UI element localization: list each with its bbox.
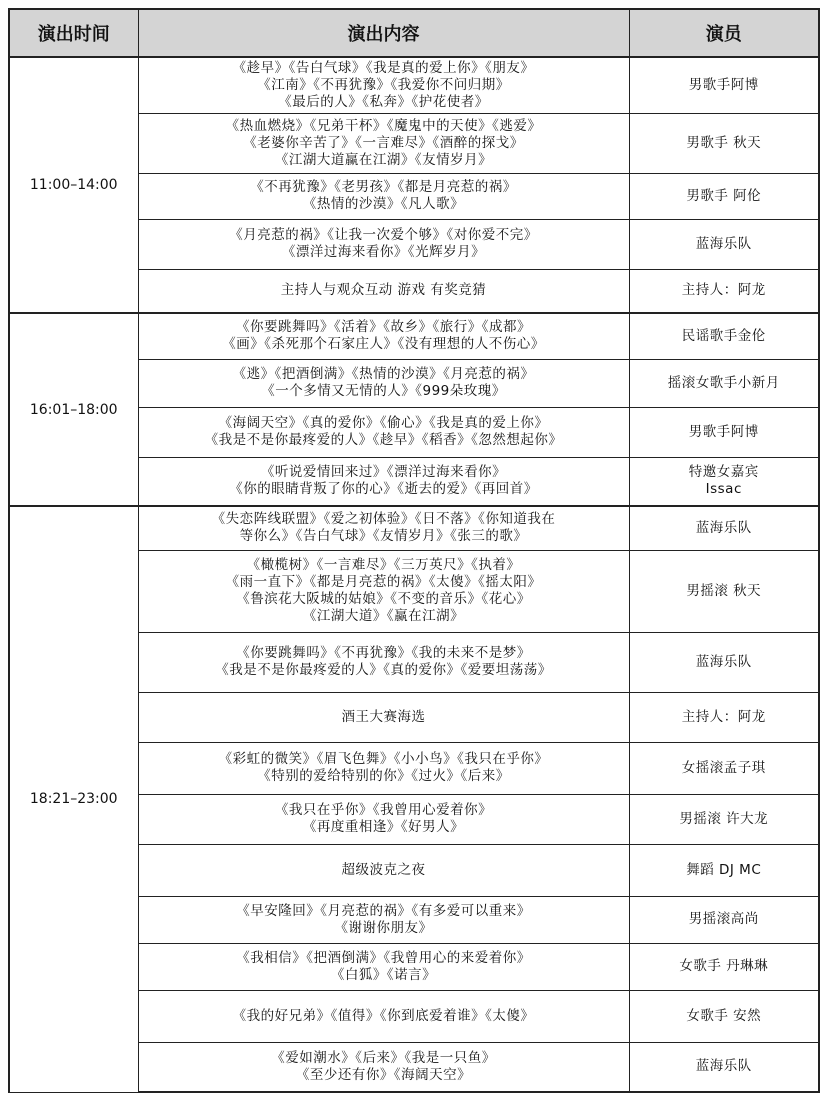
performer-cell	[629, 990, 819, 1042]
song-list-line: 等你么》《告白气球》《友情岁月》《张三的歌》	[239, 528, 528, 545]
performer-cell	[629, 844, 819, 896]
performer-name: 女摇滚孟子琪	[681, 759, 766, 776]
song-list-line: 《月亮惹的祸》《让我一次爱个够》《对你爱不完》	[229, 227, 538, 243]
content-cell	[138, 269, 629, 313]
song-list-line: 《你要跳舞吗》《不再犹豫》《我的未来不是梦》	[236, 645, 531, 661]
song-list-line: 酒王大赛海选	[341, 708, 426, 725]
performer-name: 特邀女嘉宾	[688, 464, 759, 481]
song-list-line: 《你的眼睛背叛了你的心》《逝去的爱》《再回首》	[229, 481, 538, 498]
performer-name: 女歌手 安然	[686, 1007, 762, 1024]
content-cell	[138, 506, 629, 550]
performer-name: 蓝海乐队	[695, 1058, 752, 1075]
content-cell	[138, 794, 629, 844]
performer-cell	[629, 219, 819, 269]
table-row	[9, 506, 819, 550]
song-list-line: 《白狐》《诺言》	[330, 966, 437, 983]
song-list-line: 《早安隆回》《月亮惹的祸》《有多爱可以重来》	[236, 902, 531, 919]
song-list-line: 《江湖大道》《赢在江湖》	[302, 608, 465, 624]
song-list-line: 《我相信》《把酒倒满》《我曾用心的来爱着你》	[236, 949, 531, 966]
song-list-line: 《江湖大道赢在江湖》《友情岁月》	[274, 151, 493, 168]
content-cell	[138, 550, 629, 632]
time-slot-cell: 18:21–23:00	[9, 506, 138, 1092]
performer-name: 蓝海乐队	[695, 653, 752, 670]
song-list-line: 《彩虹的微笑》《眉飞色舞》《小小鸟》《我只在乎你》	[218, 751, 549, 767]
song-list-line: 《我只在乎你》《我曾用心爱着你》	[274, 802, 493, 818]
performer-name: 摇滚女歌手小新月	[667, 374, 780, 391]
song-list-line: 《特别的爱给特别的你》《过火》《后来》	[257, 768, 510, 784]
content-cell	[138, 359, 629, 407]
time-slot-cell: 16:01–18:00	[9, 313, 138, 506]
song-list-line: 《爱如潮水》《后来》《我是一只鱼》	[271, 1049, 496, 1066]
time-slot-cell: 11:00–14:00	[9, 57, 138, 313]
content-cell	[138, 407, 629, 457]
song-list-line: 《热血燃烧》《兄弟干杯》《魔鬼中的天使》《逃爱》	[225, 117, 542, 134]
table-row	[9, 57, 819, 113]
song-list-line: 《我是不是你最疼爱的人》《真的爱你》《爱要坦荡荡》	[215, 662, 552, 678]
performer-name: 舞蹈 DJ MC	[686, 861, 762, 878]
song-list-line: 《热情的沙漠》《凡人歌》	[302, 196, 465, 212]
performer-name: 男歌手阿博	[688, 76, 759, 93]
song-list-line: 《江南》《不再犹豫》《我爱你不问归期》	[257, 76, 510, 93]
content-cell	[138, 113, 629, 173]
song-list-line: 《海阔天空》《真的爱你》《偷心》《我是真的爱上你》	[218, 415, 549, 431]
performer-cell	[629, 1042, 819, 1092]
song-list-line: 《再度重相逢》《好男人》	[302, 819, 465, 835]
performer-name: Issac	[705, 481, 742, 498]
song-list-line: 《失恋阵线联盟》《爱之初体验》《日不落》《你知道我在	[211, 511, 556, 528]
performer-cell	[629, 457, 819, 506]
performer-name: 女歌手 丹琳琳	[679, 958, 769, 974]
performer-cell	[629, 269, 819, 313]
header-time: 演出时间	[9, 9, 138, 57]
schedule-body	[9, 57, 819, 1092]
performer-name: 男摇滚 许大龙	[679, 810, 769, 827]
content-cell	[138, 173, 629, 219]
performer-cell	[629, 113, 819, 173]
song-list-line: 主持人与观众互动 游戏 有奖竞猜	[280, 282, 487, 299]
content-cell	[138, 1042, 629, 1092]
content-cell	[138, 313, 629, 359]
song-list-line: 超级波克之夜	[341, 861, 426, 878]
song-list-line: 《至少还有你》《海阔天空》	[295, 1066, 472, 1083]
performer-name: 主持人：阿龙	[681, 708, 766, 725]
performer-cell	[629, 173, 819, 219]
content-cell	[138, 692, 629, 742]
content-cell	[138, 57, 629, 113]
song-list-line: 《我是不是你最疼爱的人》《趁早》《稻香》《忽然想起你》	[204, 432, 563, 448]
song-list-line: 《老婆你辛苦了》《一言难尽》《酒醉的探戈》	[243, 134, 524, 151]
song-list-line: 《最后的人》《私奔》《护花使者》	[278, 93, 489, 110]
table-header-row	[9, 9, 819, 57]
header-performer: 演员	[629, 9, 819, 57]
song-list-line: 《我的好兄弟》《值得》《你到底爱着谁》《太傻》	[232, 1007, 535, 1024]
performer-name: 男摇滚 秋天	[686, 582, 762, 599]
performer-name: 男歌手阿博	[688, 423, 759, 440]
song-list-line: 《你要跳舞吗》《活着》《故乡》《旅行》《成都》	[236, 319, 531, 336]
song-list-line: 《画》《杀死那个石家庄人》《没有理想的人不伤心》	[222, 336, 545, 353]
performer-cell	[629, 794, 819, 844]
song-list-line: 《趁早》《告白气球》《我是真的爱上你》《朋友》	[232, 59, 535, 76]
performer-cell	[629, 742, 819, 794]
performer-cell	[629, 943, 819, 990]
song-list-line: 《逃》《把酒倒满》《热情的沙漠》《月亮惹的祸》	[232, 366, 535, 382]
performer-name: 蓝海乐队	[695, 519, 752, 536]
performer-cell	[629, 407, 819, 457]
song-list-line: 《鲁滨花大阪城的姑娘》《不变的音乐》《花心》	[236, 591, 531, 607]
performer-name: 男歌手 阿伦	[686, 187, 762, 204]
content-cell	[138, 990, 629, 1042]
content-cell	[138, 219, 629, 269]
content-cell	[138, 457, 629, 506]
song-list-line: 《谢谢你朋友》	[334, 919, 433, 936]
song-list-line: 《一个多情又无情的人》《999朵玫瑰》	[261, 383, 506, 399]
content-cell	[138, 896, 629, 943]
performer-name: 民谣歌手金伦	[681, 327, 766, 344]
song-list-line: 《橄榄树》《一言难尽》《三万英尺》《执着》	[246, 557, 521, 573]
song-list-line: 《漂洋过海来看你》《光辉岁月》	[281, 244, 486, 260]
song-list-line: 《听说爱情回来过》《漂洋过海来看你》	[260, 464, 507, 481]
song-list-line: 《雨一直下》《都是月亮惹的祸》《太傻》《摇太阳》	[225, 574, 542, 590]
performer-cell	[629, 692, 819, 742]
performer-cell	[629, 632, 819, 692]
content-cell	[138, 844, 629, 896]
header-content: 演出内容	[138, 9, 629, 57]
performer-cell	[629, 57, 819, 113]
performer-name: 蓝海乐队	[695, 235, 752, 252]
table-row	[9, 313, 819, 359]
performer-cell	[629, 313, 819, 359]
performer-cell	[629, 359, 819, 407]
performer-cell	[629, 506, 819, 550]
content-cell	[138, 632, 629, 692]
performer-cell	[629, 550, 819, 632]
performer-name: 男摇滚高尚	[688, 911, 759, 927]
song-list-line: 《不再犹豫》《老男孩》《都是月亮惹的祸》	[250, 179, 517, 195]
performer-name: 男歌手 秋天	[686, 134, 762, 151]
performer-cell	[629, 896, 819, 943]
performance-schedule-table	[8, 8, 820, 1093]
performer-name: 主持人：阿龙	[681, 282, 766, 299]
content-cell	[138, 742, 629, 794]
content-cell	[138, 943, 629, 990]
